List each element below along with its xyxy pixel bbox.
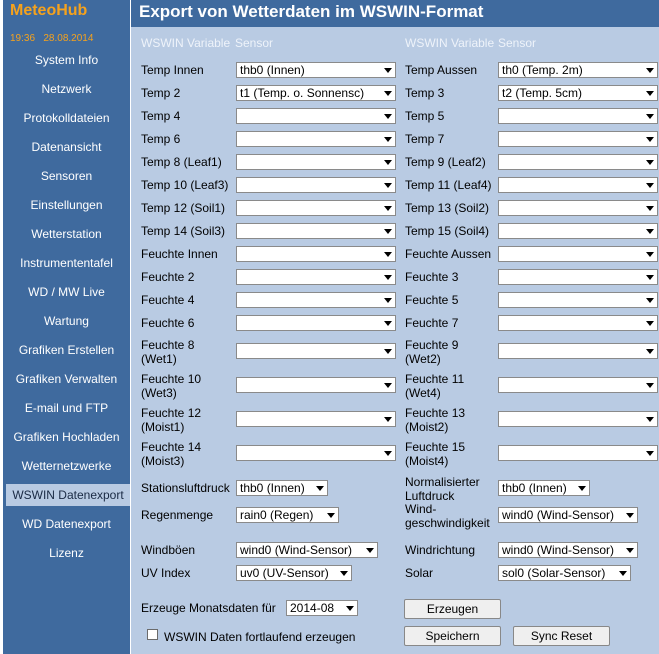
sensor-select[interactable] [498,131,658,147]
sensor-select[interactable] [498,177,658,193]
sensor-select[interactable] [498,315,658,331]
sensor-label-line1: Feuchte 2 [141,270,195,284]
sensor-label-line2: geschwindigkeit [405,516,490,530]
sensor-select[interactable] [498,246,658,262]
chevron-down-icon [384,275,392,280]
chevron-down-icon [384,229,392,234]
sidebar-item-grafiken-verwalten[interactable]: Grafiken Verwalten [15,372,118,386]
sensor-label [141,440,201,468]
sensor-label [141,224,225,238]
sensor-label [405,372,464,400]
sensor-select[interactable] [236,200,396,216]
sensor-label-line2: (Wet2) [405,352,441,366]
sensor-label-line1: Feuchte Innen [141,247,218,261]
sensor-label-line1: Temp 2 [141,86,181,100]
sensor-label [141,178,228,192]
sync-reset-button[interactable]: Sync Reset [513,626,610,646]
sensor-label [141,63,204,77]
column-header-sensor-right: Sensor [498,36,537,50]
sidebar-item-lizenz[interactable]: Lizenz [49,546,84,560]
sensor-label [141,201,225,215]
sidebar-item-datenansicht[interactable]: Datenansicht [31,140,102,154]
save-button[interactable]: Speichern [404,626,501,646]
sensor-label-line2: (Moist4) [405,454,449,468]
sensor-select[interactable] [236,343,396,359]
sidebar [3,0,130,654]
sensor-label-line1: Feuchte 10 [141,372,202,386]
sensor-select[interactable] [498,445,658,461]
sensor-select[interactable] [236,269,396,285]
sensor-label-line1: Temp Innen [141,63,204,77]
sensor-label-line1: Stationsluftdruck [141,481,230,495]
sensor-label [405,63,477,77]
column-header-variable: WSWIN Variable [141,36,231,50]
sensor-label-line1: Feuchte 8 [141,338,195,352]
sensor-select[interactable] [498,200,658,216]
sidebar-item-wd-mw-live[interactable]: WD / MW Live [28,285,105,299]
chevron-down-icon [384,451,392,456]
chevron-down-icon [384,383,392,388]
sensor-label [141,270,194,284]
sidebar-item-netzwerk[interactable]: Netzwerk [41,82,92,96]
sensor-select[interactable] [236,480,328,496]
sensor-select[interactable] [236,131,396,147]
chevron-down-icon [646,321,654,326]
sensor-label-line1: Feuchte 13 [405,406,466,420]
chevron-down-icon [346,606,354,611]
sensor-select[interactable] [236,108,396,124]
sensor-label [405,178,492,192]
column-header-variable-right: WSWIN Variable [405,36,495,50]
sensor-label-line1: Regenmenge [141,508,214,522]
generate-button[interactable]: Erzeugen [404,599,501,619]
sensor-select[interactable] [498,223,658,239]
page-title: Export von Wetterdaten im WSWIN-Format [139,2,484,21]
sensor-label [405,155,486,169]
sensor-select[interactable] [236,154,396,170]
sensor-select[interactable] [236,315,396,331]
sensor-select-value: thb0 (Innen) [240,63,305,77]
sensor-select[interactable] [236,507,339,523]
sensor-select[interactable] [236,246,396,262]
chevron-down-icon [646,206,654,211]
sensor-select[interactable] [236,62,396,78]
sidebar-item-wd-datenexport[interactable]: WD Datenexport [22,517,111,531]
sensor-label [141,372,201,400]
sensor-label-line1: Temp 10 (Leaf3) [141,178,229,192]
sensor-label-line2: (Moist3) [141,454,185,468]
sensor-select[interactable] [498,411,658,427]
sensor-label [141,132,180,146]
sensor-label-line1: Solar [405,566,434,580]
sidebar-item-system-info[interactable]: System Info [34,53,99,67]
sensor-select[interactable] [498,542,638,558]
sensor-select[interactable] [498,62,658,78]
sensor-label-line2: (Moist1) [141,420,185,434]
sensor-label-line1: Feuchte 4 [141,293,195,307]
chevron-down-icon [384,114,392,119]
continuous-label: WSWIN Daten fortlaufend erzeugen [164,630,356,644]
chevron-down-icon [384,91,392,96]
sensor-label [405,502,490,530]
chevron-down-icon [340,571,348,576]
sidebar-item-protokolldateien[interactable]: Protokolldateien [23,111,110,125]
sidebar-item-grafiken-erstellen[interactable]: Grafiken Erstellen [18,343,115,357]
sensor-label-line1: Normalisierter [405,475,480,489]
chevron-down-icon [626,513,634,518]
sensor-label [405,475,480,503]
sensor-select-value: thb0 (Innen) [502,481,567,495]
sensor-label-line1: Temp 9 (Leaf2) [405,155,486,169]
sensor-select-value: thb0 (Innen) [240,481,305,495]
sensor-label-line1: Feuchte 6 [141,316,195,330]
sensor-select[interactable] [498,343,658,359]
sensor-label-line1: Wind- [405,502,437,516]
sensor-label [405,132,444,146]
sensor-label [141,543,195,557]
chevron-down-icon [384,160,392,165]
sensor-label [141,293,194,307]
sensor-select-value: t2 (Temp. 5cm) [502,86,583,100]
chevron-down-icon [384,298,392,303]
chevron-down-icon [646,349,654,354]
chevron-down-icon [646,160,654,165]
sensor-label-line1: Temp 4 [141,109,181,123]
sensor-select-value: th0 (Temp. 2m) [502,63,583,77]
sidebar-item-grafiken-hochladen[interactable]: Grafiken Hochladen [13,430,120,444]
chevron-down-icon [384,417,392,422]
sensor-label [141,155,222,169]
chevron-down-icon [646,417,654,422]
sensor-label-line1: Feuchte 3 [405,270,459,284]
sidebar-item-sensoren[interactable]: Sensoren [40,169,93,183]
month-select[interactable] [286,600,358,616]
chevron-down-icon [384,321,392,326]
chevron-down-icon [384,137,392,142]
sensor-label [141,247,218,261]
chevron-down-icon [384,349,392,354]
chevron-down-icon [626,548,634,553]
chevron-down-icon [646,383,654,388]
sensor-label-line1: Feuchte 5 [405,293,459,307]
sensor-label [141,481,230,495]
sensor-label-line2: (Moist2) [405,420,449,434]
sensor-label [405,543,475,557]
chevron-down-icon [316,486,324,491]
chevron-down-icon [646,275,654,280]
sensor-label-line1: Temp 3 [405,86,445,100]
sensor-select[interactable] [236,565,352,581]
sensor-select[interactable] [498,480,590,496]
chevron-down-icon [327,513,335,518]
chevron-down-icon [646,229,654,234]
sensor-label-line2: (Wet4) [405,386,441,400]
sensor-label-line1: Temp 14 (Soil3) [141,224,226,238]
sidebar-item-wswin-datenexport[interactable]: WSWIN Datenexport [6,484,130,506]
sensor-select[interactable] [498,269,658,285]
sensor-label-line1: Windböen [141,543,196,557]
sensor-select[interactable] [236,445,396,461]
sensor-label [405,270,458,284]
sensor-label [405,338,458,366]
sensor-select-value: rain0 (Regen) [240,508,314,522]
sensor-label [141,86,180,100]
chevron-down-icon [646,68,654,73]
chevron-down-icon [384,183,392,188]
sensor-label [141,316,194,330]
sensor-select[interactable] [236,292,396,308]
sensor-select[interactable] [498,565,631,581]
chevron-down-icon [646,252,654,257]
sensor-select[interactable] [236,223,396,239]
month-select-value: 2014-08 [290,601,335,615]
sidebar-item-einstellungen[interactable]: Einstellungen [30,198,103,212]
chevron-down-icon [384,68,392,73]
chevron-down-icon [646,451,654,456]
chevron-down-icon [366,548,374,553]
sensor-select[interactable] [236,85,396,101]
sensor-label [405,440,465,468]
sensor-label [141,109,180,123]
sensor-label-line1: Temp 6 [141,132,181,146]
sensor-label-line1: Temp Aussen [405,63,478,77]
export-form [131,27,659,654]
chevron-down-icon [384,252,392,257]
sensor-label [141,566,190,580]
sensor-select-value: wind0 (Wind-Sensor) [240,543,353,557]
sensor-label-line2: Luftdruck [405,489,455,503]
sensor-label [141,508,213,522]
sensor-label-line2: (Wet3) [141,386,177,400]
sensor-label-line1: Temp 12 (Soil1) [141,201,226,215]
sensor-label-line1: Temp 15 (Soil4) [405,224,490,238]
sensor-label-line1: Temp 11 (Leaf4) [405,178,492,192]
sensor-label-line1: Windrichtung [405,543,476,557]
sensor-label-line1: Temp 13 (Soil2) [405,201,490,215]
chevron-down-icon [646,114,654,119]
sensor-label [405,247,491,261]
sensor-label-line1: Feuchte 7 [405,316,459,330]
sensor-label [405,566,433,580]
sensor-select[interactable] [498,108,658,124]
sensor-select-value: wind0 (Wind-Sensor) [502,508,615,522]
sidebar-item-wetternetzwerke[interactable]: Wetternetzwerke [21,459,112,473]
sensor-label-line2: (Wet1) [141,352,177,366]
chevron-down-icon [646,91,654,96]
sensor-select[interactable] [236,411,396,427]
column-header-sensor: Sensor [235,36,274,50]
sensor-label-line1: Feuchte 14 [141,440,202,454]
sensor-label [405,86,444,100]
sensor-select[interactable] [498,85,658,101]
continuous-checkbox[interactable] [147,629,158,640]
sensor-label [405,201,489,215]
sensor-select[interactable] [498,292,658,308]
sensor-label [141,338,194,366]
page-header [131,0,659,27]
chevron-down-icon [646,183,654,188]
sensor-label [405,109,444,123]
sensor-label-line1: Temp 5 [405,109,445,123]
sensor-label [141,406,201,434]
chevron-down-icon [646,137,654,142]
sensor-label [405,293,458,307]
chevron-down-icon [384,206,392,211]
sensor-label-line1: UV Index [141,566,191,580]
chevron-down-icon [619,571,627,576]
sidebar-item-e-mail-und-ftp[interactable]: E-mail und FTP [24,401,109,415]
sensor-label [405,406,465,434]
sidebar-item-instrumententafel[interactable]: Instrumententafel [20,256,113,270]
month-label: Erzeuge Monatsdaten für [141,601,276,615]
sensor-select-value: t1 (Temp. o. Sonnensc) [240,86,365,100]
sensor-label-line1: Feuchte 11 [405,372,465,386]
sensor-label [405,316,458,330]
sensor-label-line1: Feuchte 9 [405,338,459,352]
app-logo: MeteoHub [10,2,88,19]
clock-date: 28.08.2014 [43,33,94,44]
sensor-label-line1: Feuchte 12 [141,406,202,420]
sensor-select[interactable] [498,377,658,393]
sidebar-item-wetterstation[interactable]: Wetterstation [31,227,102,241]
sensor-label [405,224,489,238]
sensor-select-value: wind0 (Wind-Sensor) [502,543,615,557]
chevron-down-icon [578,486,586,491]
chevron-down-icon [646,298,654,303]
clock [10,33,93,44]
sensor-label-line1: Temp 7 [405,132,445,146]
sensor-select[interactable] [236,177,396,193]
sensor-select[interactable] [236,542,378,558]
sensor-label-line1: Feuchte 15 [405,440,466,454]
sensor-label-line1: Temp 8 (Leaf1) [141,155,222,169]
sensor-select-value: sol0 (Solar-Sensor) [502,566,606,580]
sensor-select[interactable] [498,154,658,170]
sensor-select-value: uv0 (UV-Sensor) [240,566,329,580]
sensor-select[interactable] [236,377,396,393]
clock-time: 19:36 [10,33,36,44]
sensor-label-line1: Feuchte Aussen [405,247,492,261]
sensor-select[interactable] [498,507,638,523]
sidebar-item-wartung[interactable]: Wartung [44,314,89,328]
